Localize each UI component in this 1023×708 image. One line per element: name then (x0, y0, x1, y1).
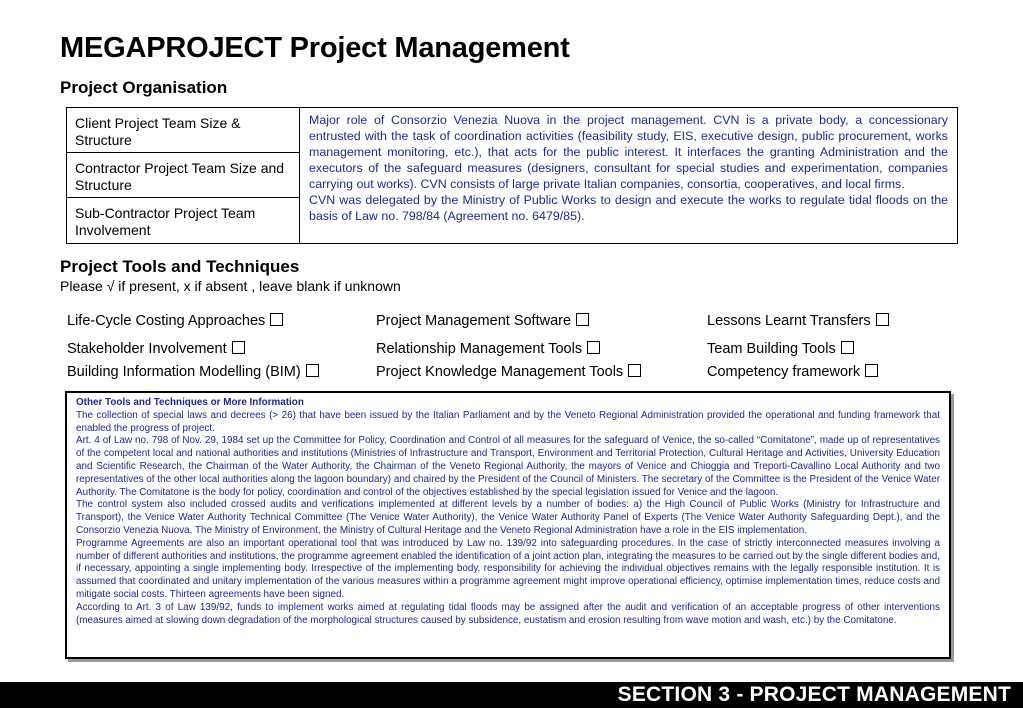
checkbox-stakeholder-involvement[interactable] (232, 341, 245, 354)
other-info-paragraph: Programme Agreements are also an important operational tool that was introduced by Law no. 139/92 into safeguarding procedures. In the case of strictly interconnected measures involving a number of different authorities and institutions, the programme agreement enabled the identification of a joint action plan, integrating the measures to be carried out by the single different bodies and, if necessary, appointing a single implementing body. Irrespective of the implementing body, responsibility for achieving the individual objectives remains with the legally responsible institution. It is assumed that coordinated and unitary implementation of the various measures within a programme agreement might improve operational efficiency, optimise implementation times, reduce costs and mitigate social costs. Thirteen agreements have been signed. (76, 537, 940, 600)
checkbox-knowledge-management[interactable] (628, 364, 641, 377)
organisation-description-paragraph: CVN was delegated by the Ministry of Public Works to design and execute the works to regulate tidal floods on the basis of Law no. 798/84 (Agreement no. 6479/85). (309, 193, 948, 223)
other-info-paragraph: The control system also included crossed audits and verifications implemented at different levels by a number of bodies: a) the High Council of Public Works (Ministry for Infrastructure and Transport), the Venice Water Authority Technical Committee (The Venice Water Authority), the Venice Water Authority Panel of Experts (The Venice Water Authority Safeguarding Dept.), and the Consorzio Venezia Nuova. The Ministry of Environment, the Ministry of Cultural Heritage and the Veneto Regional Administration have a role in the EIS implementation. (76, 499, 940, 536)
checkbox-relationship-management[interactable] (587, 341, 600, 354)
tools-heading: Project Tools and Techniques (60, 257, 300, 276)
checkbox-lessons-learnt[interactable] (876, 313, 889, 326)
tool-label: Project Management Software (376, 313, 572, 329)
footer-bar (0, 682, 1023, 708)
contractor-team-label: Contractor Project Team Size and Structure (75, 160, 285, 193)
checkbox-bim[interactable] (306, 364, 319, 377)
organisation-description-paragraph: Major role of Consorzio Venezia Nuova in the project management. CVN is a private body, a concessionary entrusted with the task of coordination activities (feasibility study, EIS, executive design, public procurement, works management monitoring, etc.), that acts for the public interest. It interfaces the granting Administration and the executors of the safeguard measures (designers, consultant for special studies and experimentation, companies carrying out works). CVN consists of large private Italian companies, consortia, cooperatives, and local firms. (309, 113, 948, 191)
tool-competency-framework (707, 364, 878, 380)
other-info-box (65, 391, 951, 659)
organisation-labels-cell (67, 108, 300, 244)
tool-label: Competency framework (707, 364, 861, 380)
organisation-description-cell (300, 108, 958, 244)
other-info-paragraph: The collection of special laws and decrees (> 26) that have been issued by the Italian Parliament and by the Veneto Regional Administration provided the operational and funding framework that enabled the progress of project. (76, 409, 940, 434)
tool-bim (67, 364, 319, 380)
tool-label: Project Knowledge Management Tools (376, 364, 624, 380)
client-team-label: Client Project Team Size & Structure (75, 115, 241, 148)
checkbox-team-building[interactable] (841, 341, 854, 354)
tool-team-building (707, 341, 854, 357)
page-title: MEGAPROJECT Project Management (60, 32, 570, 64)
tool-relationship-management (376, 341, 600, 357)
checkbox-competency-framework[interactable] (865, 364, 878, 377)
tool-label: Lessons Learnt Transfers (707, 313, 871, 329)
tools-instruction: Please √ if present, x if absent , leave blank if unknown (60, 278, 401, 294)
tool-label: Life-Cycle Costing Approaches (67, 313, 266, 329)
subcontractor-team-label: Sub-Contractor Project Team Involvement (75, 205, 256, 238)
footer-section-label: SECTION 3 - PROJECT MANAGEMENT (617, 683, 1011, 706)
tool-label: Team Building Tools (707, 341, 836, 357)
tool-stakeholder-involvement (67, 341, 245, 357)
tool-pm-software (376, 313, 589, 329)
other-info-paragraph: Art. 4 of Law no. 798 of Nov. 29, 1984 set up the Committee for Policy, Coordination and Control of all measures for the safeguard of Venice, the so-called “Comitatone”, made up of representatives of the competent local and national authorities and institutions (Ministries of Infrastructure and Transport, Environment and Territorial Protection, Cultural Heritage and Activities, University Education and Scientific Research, the Chairman of the Water Authority, the Chairman of the Veneto Regional Authority, the mayors of Venice and Chioggia and Treporti-Cavallino Local Authority and two representatives of the other local authorities along the lagoon boundary) and chaired by the President of the Council of Ministers. The secretary of the Committee is the President of the Venice Water Authority. The Comitatone is the body for policy, coordination and control of the objectives established by the special legislation issued for Venice and the lagoon. (76, 435, 940, 498)
other-info-title: Other Tools and Techniques or More Information (76, 397, 304, 408)
checkbox-pm-software[interactable] (576, 313, 589, 326)
tool-lessons-learnt (707, 313, 889, 329)
other-info-paragraph: According to Art. 3 of Law 139/92, funds to implement works aimed at regulating tidal floods may be assigned after the audit and verification of an acceptable progress of other interventions (measures aimed at slowing down degradation of the morphological structures caused by subsidence, eustatism and erosion resulting from wave motion and wash, etc.) by the Comitatone. (76, 601, 940, 626)
organisation-table (66, 107, 958, 244)
tool-label: Relationship Management Tools (376, 341, 583, 357)
tool-knowledge-management (376, 364, 641, 380)
section-subtitle: Project Organisation (60, 78, 228, 97)
tool-life-cycle-costing (67, 313, 283, 329)
tool-label: Stakeholder Involvement (67, 341, 227, 357)
checkbox-life-cycle-costing[interactable] (270, 313, 283, 326)
tool-label: Building Information Modelling (BIM) (67, 364, 301, 380)
